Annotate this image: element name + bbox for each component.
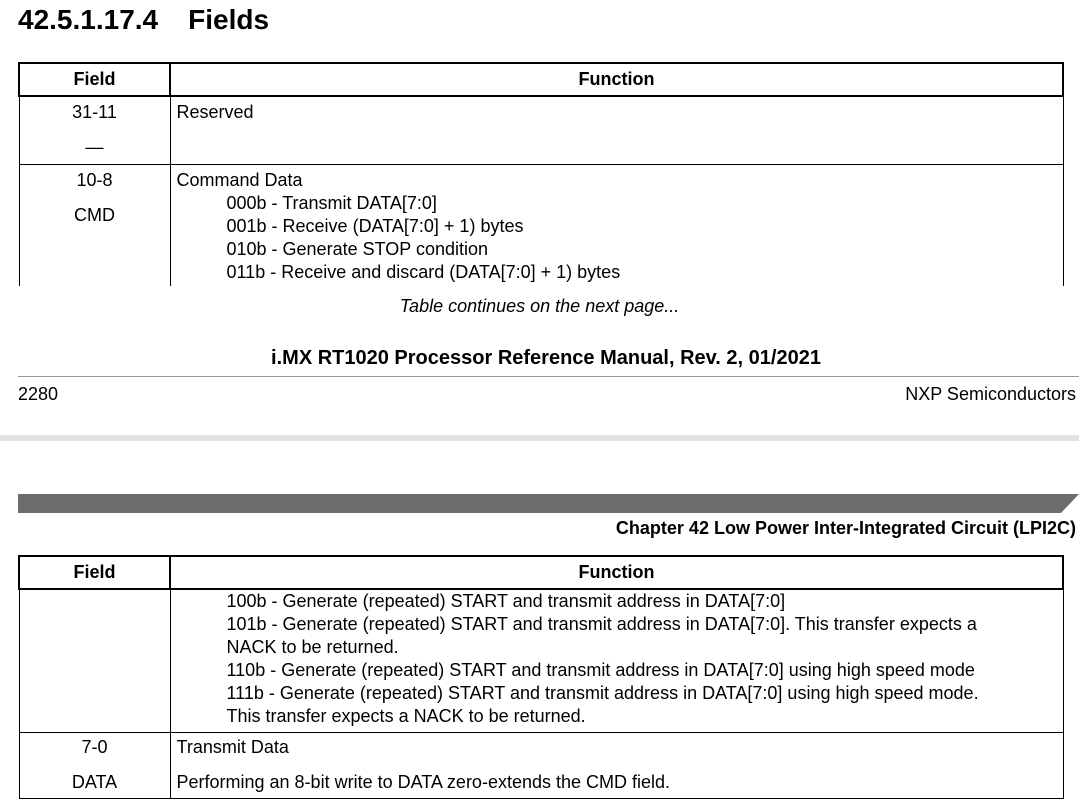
page-break xyxy=(0,435,1079,441)
cmd-value-line: NACK to be returned. xyxy=(226,637,399,657)
section-number: 42.5.1.17.4 xyxy=(18,4,159,35)
cmd-value-line: 101b - Generate (repeated) START and transmit address in DATA[7:0]. This transfer expects a xyxy=(226,614,977,634)
cmd-value-line: 001b - Receive (DATA[7:0] + 1) bytes xyxy=(226,215,524,236)
function-column-header: Function xyxy=(170,63,1063,96)
fields-table-page1 xyxy=(18,62,1064,286)
field-bits: 10-8 xyxy=(76,169,113,190)
cmd-value-line: 110b - Generate (repeated) START and transmit address in DATA[7:0] using high speed mode xyxy=(226,660,975,680)
field-column-header: Field xyxy=(19,63,170,96)
table-row-reserved xyxy=(19,96,1063,164)
field-bits: 31-11 xyxy=(72,102,117,122)
field-name: DATA xyxy=(71,772,118,792)
function-title: Command Data xyxy=(176,169,303,190)
function-column-header: Function xyxy=(170,556,1063,589)
cmd-value-line: This transfer expects a NACK to be returned. xyxy=(226,706,586,726)
field-bits: 7-0 xyxy=(81,737,108,757)
field-cell xyxy=(19,96,170,164)
table-continues-note: Table continues on the next page... xyxy=(399,296,680,316)
table-row-data xyxy=(19,733,1063,799)
footer-divider xyxy=(18,376,1079,377)
cmd-value-line: 111b - Generate (repeated) START and transmit address in DATA[7:0] using high speed mode. xyxy=(226,683,979,703)
field-cell xyxy=(19,733,170,799)
field-name: CMD xyxy=(74,204,115,225)
function-title: Transmit Data xyxy=(176,737,289,757)
cmd-value-line: 100b - Generate (repeated) START and transmit address in DATA[7:0] xyxy=(226,591,786,611)
cmd-value-line: 010b - Generate STOP condition xyxy=(226,238,489,259)
field-column-header: Field xyxy=(19,556,170,589)
function-text: Performing an 8-bit write to DATA zero-extends the CMD field. xyxy=(176,772,671,792)
function-cell xyxy=(170,96,1063,164)
field-name: — xyxy=(85,137,104,157)
function-cell xyxy=(170,164,1063,286)
chapter-title: Chapter 42 Low Power Inter-Integrated Circuit (LPI2C) xyxy=(615,518,1076,538)
section-heading xyxy=(18,4,269,36)
table-row-cmd xyxy=(19,164,1063,286)
table-row-cmd-continued xyxy=(19,589,1063,733)
vendor-name: NXP Semiconductors xyxy=(905,384,1076,404)
fields-table-page1-clip xyxy=(0,62,1079,286)
field-cell xyxy=(19,589,170,733)
page-number: 2280 xyxy=(18,384,59,404)
fields-table-page2 xyxy=(18,555,1064,799)
cmd-value-line: 000b - Transmit DATA[7:0] xyxy=(226,192,437,213)
cmd-value-line: 011b - Receive and discard (DATA[7:0] + 1) bytes xyxy=(226,261,621,282)
function-cell xyxy=(170,733,1063,799)
section-title: Fields xyxy=(188,4,270,35)
document-title: i.MX RT1020 Processor Reference Manual, Rev. 2, 01/2021 xyxy=(271,347,821,369)
chapter-header-bar xyxy=(18,494,1079,513)
function-text: Reserved xyxy=(176,102,254,122)
field-cell xyxy=(19,164,170,286)
function-cell xyxy=(170,589,1063,733)
